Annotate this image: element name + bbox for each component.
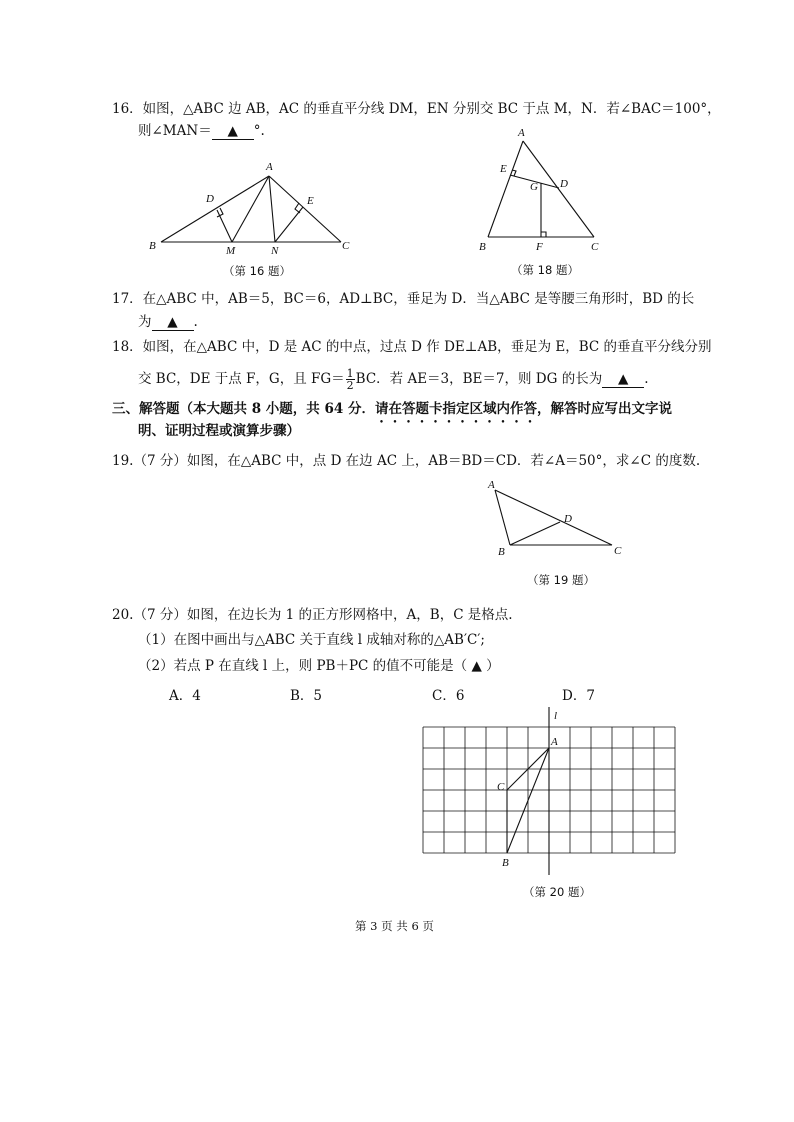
fig20-label-c: C <box>497 781 505 793</box>
q19-text: 19.（7 分）如图，在△ABC 中，点 D 在边 AC 上，AB＝BD＝CD．若∠A＝50°，求∠C 的度数. <box>112 453 701 469</box>
fig18-label-b: B <box>479 241 486 253</box>
fig19-label-d: D <box>564 513 572 525</box>
fig16-label-e: E <box>307 195 314 207</box>
fig16-label-n: N <box>271 245 279 257</box>
fig20-label-a: A <box>551 736 558 748</box>
q18-line2 <box>138 368 649 391</box>
fig19-caption: （第 19 题） <box>527 573 595 587</box>
q20-choice-d: D．7 <box>562 688 595 704</box>
q18-prefix: 交 BC，DE 于点 F，G，且 FG＝ <box>138 371 345 387</box>
q18-suffix: . <box>644 371 649 387</box>
fig16-segment-dm <box>217 210 232 242</box>
fig20-label-l: l <box>554 710 558 722</box>
fig18-label-g: G <box>530 181 538 193</box>
q20-part2: （2）若点 P 在直线 l 上，则 PB＋PC 的值不可能是（ ▲ ） <box>138 658 500 674</box>
fig16-caption: （第 16 题） <box>223 264 291 278</box>
q17-line2 <box>138 313 198 331</box>
q18-answer-blank: ▲ <box>602 371 644 388</box>
q18-fraction <box>346 368 355 391</box>
figure-19 <box>483 472 633 562</box>
q18-line1: 18．如图，在△ABC 中，D 是 AC 的中点，过点 D 作 DE⊥AB，垂足为 E，BC 的垂直平分线分别 <box>112 339 712 355</box>
q17-suffix: . <box>193 314 198 330</box>
fig16-label-c: C <box>342 240 350 252</box>
fig18-edge-ab <box>488 141 523 237</box>
section3-heading-end: ，解答时应写出文字说 <box>536 401 672 417</box>
fig16-label-a: A <box>266 161 273 173</box>
q16-answer-blank: ▲ <box>212 123 254 140</box>
section3-heading-emphasis: 请在答题卡指定区域内作答 <box>374 401 537 417</box>
q18-fraction-denominator: 2 <box>346 379 354 392</box>
fig16-label-m: M <box>226 245 236 257</box>
section3-heading-start: 三、解答题（本大题共 8 小题，共 64 分． <box>112 401 375 417</box>
q16-prefix: 则∠MAN＝ <box>138 123 212 139</box>
section3-heading-line2: 明、证明过程或演算步骤） <box>138 423 300 439</box>
q20-part1: （1）在图中画出与△ABC 关于直线 l 成轴对称的△AB′C′; <box>138 632 485 648</box>
q17-prefix: 为 <box>138 314 152 330</box>
fig16-label-b: B <box>149 240 156 252</box>
page-footer: 第 3 页 共 6 页 <box>355 919 434 933</box>
fig16-edge-ab <box>161 176 269 242</box>
q20-choice-a: A．4 <box>169 688 201 704</box>
figure-16 <box>145 158 365 258</box>
fig18-label-f: F <box>536 241 543 253</box>
fig18-label-c: C <box>591 241 599 253</box>
q16-line1: 16．如图，△ABC 边 AB，AC 的垂直平分线 DM，EN 分别交 BC 于点 M，N．若∠BAC＝100°， <box>112 101 721 117</box>
q17-line1: 17．在△ABC 中，AB＝5，BC＝6，AD⊥BC，垂足为 D．当△ABC 是等腰三角形时，BD 的长 <box>112 291 695 307</box>
q20-choice-b: B．5 <box>290 688 323 704</box>
figure-20 <box>415 705 685 875</box>
fig16-segment-am <box>232 176 269 242</box>
fig20-label-b: B <box>502 857 509 869</box>
fig19-edge-ac <box>495 490 612 545</box>
q20-choice-c: C．6 <box>432 688 465 704</box>
q20-text: 20.（7 分）如图，在边长为 1 的正方形网格中，A，B，C 是格点. <box>112 607 513 623</box>
figure-18 <box>470 125 610 255</box>
q18-middle: BC．若 AE＝3，BE＝7，则 DG 的长为 <box>355 371 603 387</box>
q17-answer-blank: ▲ <box>152 314 194 331</box>
fig18-label-a: A <box>518 127 525 139</box>
fig16-edge-ac <box>269 176 341 242</box>
fig19-label-a: A <box>488 479 495 491</box>
fig19-edge-ab <box>495 490 510 545</box>
fig20-caption: （第 20 题） <box>523 885 591 899</box>
fig16-segment-an <box>269 176 275 242</box>
q16-suffix: °. <box>253 123 265 139</box>
fig19-label-b: B <box>498 546 505 558</box>
fig18-label-d: D <box>560 178 568 190</box>
fig18-caption: （第 18 题） <box>511 263 579 277</box>
fig18-label-e: E <box>500 163 507 175</box>
fig16-label-d: D <box>206 193 214 205</box>
fig19-label-c: C <box>614 545 622 557</box>
q18-fraction-numerator: 1 <box>346 367 354 380</box>
q16-line2 <box>138 122 265 140</box>
fig18-right-angle-f <box>541 232 546 237</box>
fig19-segment-bd <box>510 522 560 545</box>
